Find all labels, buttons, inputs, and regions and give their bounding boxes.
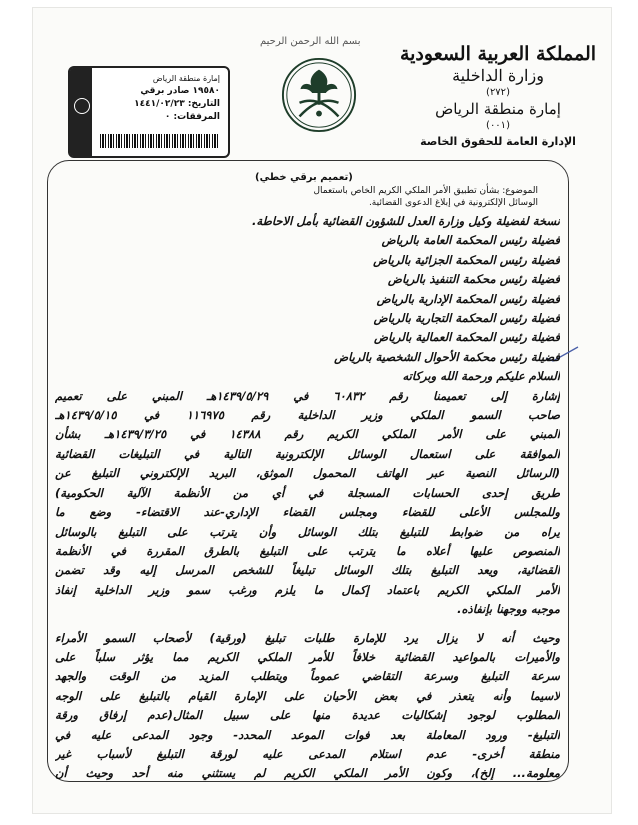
outgoing-stamp — [68, 66, 230, 158]
recipient-line: فضيلة رئيس محكمة الأحوال الشخصية بالرياض — [334, 349, 560, 364]
paragraph-line: المنصوص عليها أعلاه ما يترتب على التبليغ بالطرق المقررة في الأنظمة — [55, 543, 560, 558]
paragraph-line: والأميرات بالمواعيد القضائية خلافاً للأمر الملكي الكريم مما يؤثر سلباً على — [55, 649, 560, 664]
paragraph-line: وللمجلس الأعلى للقضاء ومجلس القضاء الإداري-عند الاقتضاء- وضع ما — [55, 505, 560, 520]
recipient-line: فضيلة رئيس المحكمة التجارية بالرياض — [373, 311, 560, 326]
paragraph-line: (الرسائل النصية عبر الهاتف المحمول الموثق، البريد الإلكتروني التبليغ عن — [55, 466, 560, 481]
stamp-number: ١٩٥٨٠ صادر برقي — [140, 86, 220, 96]
paragraph-line: يراه من ضوابط للتبليغ بتلك الوسائل وأن يترتب على التبليغ بالوسائل — [55, 524, 560, 539]
greeting: السلام عليكم ورحمة الله وبركاته — [402, 369, 560, 384]
stamp-date: التاريخ: ١٤٤١/٠٢/٢٣ — [134, 99, 220, 109]
circular-subject: الموضوع: بشأن تطبيق الأمر الملكي الكريم الخاص باستعمال الوسائل الإلكترونية في إبلاغ الدعوى القضائية. — [313, 186, 538, 208]
letter-body — [55, 212, 560, 784]
emirate-name: إمارة منطقة الرياض — [435, 100, 561, 118]
ministry-number: (٢٧٢) — [486, 87, 510, 98]
paragraph-line: الموافقة على استعمال الوسائل الإلكترونية التالية في التبليغات القضائية — [55, 446, 560, 461]
letterhead — [398, 42, 598, 150]
kingdom-name: المملكة العربية السعودية — [399, 43, 597, 65]
bismillah: بسم الله الرحمن الرحيم — [260, 36, 361, 47]
saudi-emblem-icon — [280, 56, 358, 134]
paragraph-line: معلومة... إلخ)، وكون الأمر الملكي الكريم لم يستثني منه أحد وحيث أن — [55, 766, 560, 781]
paragraph-line: المطلوب لوجود إشكاليات عديدة منها على سبيل المثال(عدم إرفاق ورقة — [55, 708, 560, 723]
paragraph-line: طريق إحدى الحسابات المسجلة في أي من الأنظمة الآلية الحكومية) — [55, 485, 560, 500]
recipient-line: فضيلة رئيس المحكمة الإدارية بالرياض — [376, 291, 560, 306]
stamp-title: إمارة منطقة الرياض — [152, 74, 220, 83]
copy-line: نسخة لفضيلة وكيل وزارة العدل للشؤون القضائية بأمل الاحاطة. — [252, 214, 560, 228]
stamp-attachments: المرفقات: ٠ — [164, 112, 220, 122]
recipient-line: فضيلة رئيس المحكمة العمالية بالرياض — [374, 330, 560, 345]
stamp-seal-icon — [74, 98, 90, 114]
paragraph-line: منطقة أخرى- عدم استلام المدعى عليه لورقة التبليغ لأسباب غير — [55, 746, 560, 761]
stamp-sidebar — [70, 68, 92, 156]
paragraph-line: إشارة إلى تعميمنا رقم ٦٠٨٣٢ في ١٤٣٩/٥/٢٩هـ المبني على تعميم — [55, 388, 560, 403]
paragraph-line: سرعة التبليغ وسرعة التقاضي عموماً ويتطلب المزيد من الوقت والجهد — [55, 669, 560, 684]
recipient-line: فضيلة رئيس محكمة التنفيذ بالرياض — [387, 272, 560, 287]
circular-type: (تعميم برقي خطي) — [255, 172, 353, 183]
recipient-line: فضيلة رئيس المحكمة الجزائية بالرياض — [373, 252, 560, 267]
paragraph-line: المبني على الأمر الملكي الكريم رقم ١٤٣٨٨ في ١٤٣٩/٣/٢٥هـ بشأن — [55, 427, 560, 442]
paragraph-line: موجبه ووجهنا بإنفاذه. — [457, 602, 560, 617]
emirate-number: (٠٠١) — [486, 120, 510, 131]
department-name: الإدارة العامة للحقوق الخاصة — [420, 135, 576, 148]
paragraph-line: التبليغ- ورود المعاملة بعد فوات الموعد المحدد- وجود المدعى عليه في — [55, 727, 560, 742]
ministry-name: وزارة الداخلية — [452, 66, 544, 85]
barcode — [100, 134, 218, 148]
paragraph-line: الأمر الملكي الكريم باعتماد إكمال ما يلزم ورغب سمو وزير الداخلية إنفاذ — [55, 582, 560, 597]
paragraph-line: لاسيما وأنه يتعذر في بعض الأحيان على الإمارة القيام بالتبليغ على الوجه — [55, 688, 560, 703]
paragraph-line: وحيث أنه لا يزال يرد للإمارة طلبات تبليغ (ورقية) لأصحاب السمو الأمراء — [55, 630, 560, 645]
paragraph-line: القضائية، ويعد التبليغ بتلك الوسائل تبليغاً للشخص المرسل إليه وقد تضمن — [55, 563, 560, 578]
recipient-line: فضيلة رئيس المحكمة العامة بالرياض — [381, 233, 560, 248]
paragraph-line: صاحب السمو الملكي وزير الداخلية رقم ١١٦٩٧٥ في ١٤٣٩/٥/١٥هـ — [55, 408, 560, 423]
